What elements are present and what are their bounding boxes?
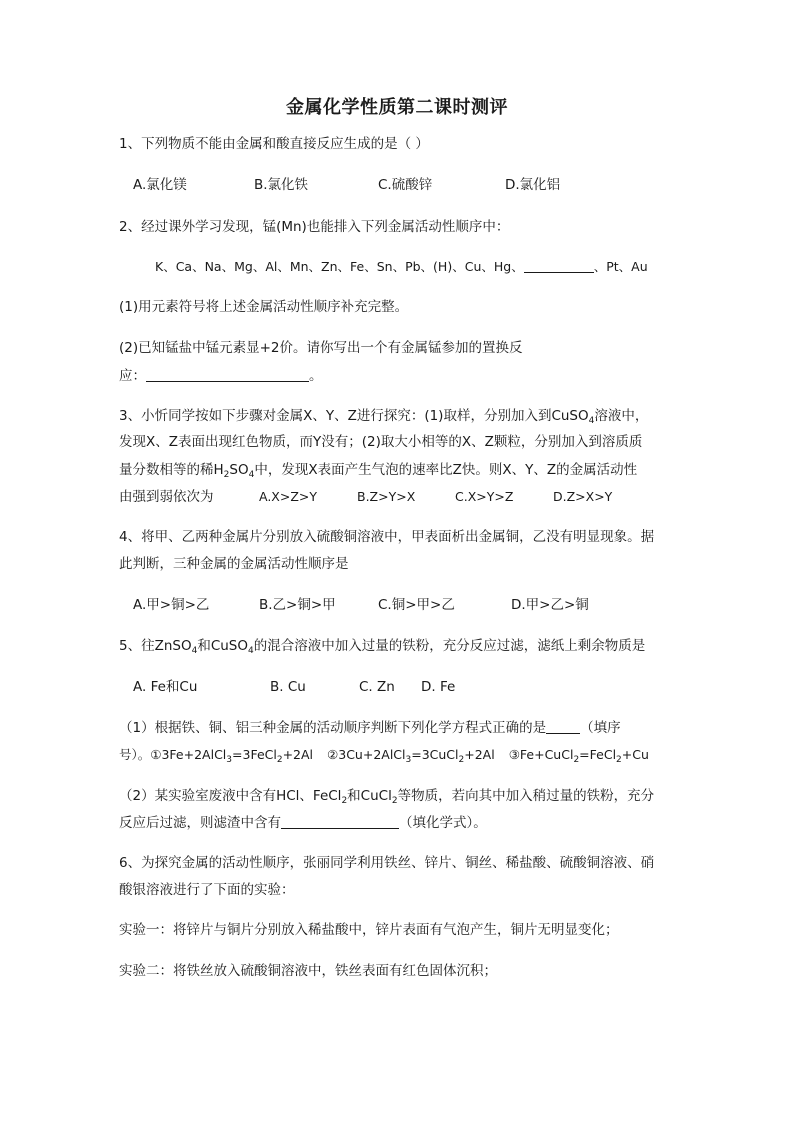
eq1-part-b: =3FeCl [232, 747, 277, 762]
q6-line1: 6、为探究金属的活动性顺序，张丽同学利用铁丝、锌片、铜丝、稀盐酸、硫酸铜溶液、硝 [119, 855, 655, 871]
part2-line1-sub1: 2 [341, 796, 348, 806]
q3-line3-end: 中，发现X表面产生气泡的速率比Z快。则X、Y、Z的金属活动性 [254, 462, 638, 478]
q2-answer-blank[interactable] [146, 367, 309, 382]
part1-equation-3 [508, 747, 649, 765]
q3-option-b: B.Z>Y>X [357, 489, 416, 504]
part1-equation-2 [327, 747, 495, 765]
q4-option-a: A.甲>铜>乙 [133, 597, 210, 613]
part1-line2-text: 号）。 [119, 747, 151, 762]
q5-option-b: B. Cu [270, 679, 306, 695]
eq1-part-c: +2Al [282, 747, 314, 762]
eq2-sub-b: 2 [458, 755, 465, 765]
q5-stem [119, 636, 645, 656]
q5-stem-sub1: 4 [191, 646, 198, 656]
eq1-part-a: ①3Fe+2AlCl [150, 747, 227, 762]
q1-option-a: A.氯化镁 [133, 177, 187, 193]
q2-part2-line1: (2)已知锰盐中锰元素显+2价。请你写出一个有金属锰参加的置换反 [119, 340, 523, 356]
eq3-part-b: =FeCl [579, 747, 617, 762]
q3-line1-sub: 4 [588, 416, 595, 426]
q1-option-d: D.氯化铝 [505, 177, 561, 193]
q2-part2-line2 [119, 366, 323, 386]
part2-line1-a: （2）某实验室废液中含有HCl、FeCl [119, 788, 342, 804]
q5-option-c: C. Zn [359, 679, 395, 695]
q1-option-c: C.硫酸锌 [378, 177, 433, 193]
part2-line1-c: 等物质，若向其中加入稍过量的铁粉，充分 [397, 788, 655, 804]
part2-answer-blank[interactable] [281, 814, 399, 829]
q5-stem-c: 的混合溶液中加入过量的铁粉，充分反应过滤，滤纸上剩余物质是 [253, 638, 646, 654]
q3-line3 [119, 460, 637, 480]
part1-line1-end: （填序 [580, 720, 621, 736]
part2-line2 [119, 813, 487, 833]
eq2-part-c: +2Al [464, 747, 495, 762]
q3-line2: 发现X、Z表面出现红色物质，而Y没有；(2)取大小相等的X、Z颗粒，分别加入到溶质质 [119, 434, 643, 450]
q4-line2: 此判断，三种金属的金属活动性顺序是 [119, 556, 349, 572]
part2-line1 [119, 786, 654, 806]
part1-answer-blank[interactable] [546, 719, 580, 734]
eq2-part-a: ②3Cu+2AlCl [327, 747, 406, 762]
q4-option-b: B.乙>铜>甲 [259, 597, 336, 613]
q5-stem-b: 和CuSO [197, 638, 249, 654]
q2-stem: 2、经过课外学习发现，锰(Mn)也能排入下列金属活动性顺序中： [119, 219, 510, 235]
q4-option-c: C.铜>甲>乙 [378, 597, 455, 613]
eq3-part-a: ③Fe+CuCl [508, 747, 574, 762]
q1-stem: 1、下列物质不能由金属和酸直接反应生成的是（ ） [119, 136, 429, 152]
q2-sequence [155, 257, 648, 277]
eq2-part-b: =3CuCl [411, 747, 459, 762]
q3-line3-sub2: 4 [248, 470, 255, 480]
q3-line1-text: 3、小忻同学按如下步骤对金属X、Y、Z进行探究：(1)取样，分别加入到CuSO [119, 408, 589, 424]
eq3-sub-a: 2 [573, 755, 580, 765]
q6-line2: 酸银溶液进行了下面的实验： [119, 882, 295, 898]
q5-stem-a: 5、往ZnSO [119, 638, 192, 654]
q4-line1: 4、将甲、乙两种金属片分别放入硫酸铜溶液中，甲表面析出金属铜，乙没有明显现象。据 [119, 529, 655, 545]
q5-option-a: A. Fe和Cu [133, 679, 198, 695]
q1-option-b: B.氯化铁 [254, 177, 309, 193]
q5-stem-sub2: 4 [248, 646, 254, 656]
q3-line1 [119, 406, 648, 426]
q2-sequence-text: K、Ca、Na、Mg、Al、Mn、Zn、Fe、Sn、Pb、(H)、Cu、Hg、 [155, 259, 524, 274]
eq3-part-c: +Cu [621, 747, 649, 762]
q3-line1-end: 溶液中， [594, 408, 649, 424]
q3-option-a: A.X>Z>Y [259, 489, 318, 504]
q2-part1: (1)用元素符号将上述金属活动性顺序补充完整。 [119, 299, 409, 315]
q3-option-d: D.Z>X>Y [553, 489, 613, 504]
q6-experiment-1: 实验一：将锌片与铜片分别放入稀盐酸中，锌片表面有气泡产生，铜片无明显变化； [119, 922, 619, 938]
part1-line1-text: （1）根据铁、铜、铝三种金属的活动顺序判断下列化学方程式正确的是 [119, 720, 547, 736]
q3-option-c: C.X>Y>Z [455, 489, 514, 504]
q3-line4: 由强到弱依次为 [119, 489, 214, 505]
eq1-sub-b: 2 [276, 755, 283, 765]
part1-line1 [119, 718, 621, 738]
part1-equation-1 [150, 747, 314, 765]
eq1-sub-a: 3 [226, 755, 233, 765]
q3-line3-text: 量分数相等的稀H [119, 462, 224, 478]
part1-line2 [119, 745, 649, 765]
page-title: 金属化学性质第二课时测评 [286, 97, 508, 118]
q2-sequence-blank[interactable] [524, 258, 594, 273]
eq3-sub-b: 2 [616, 755, 622, 765]
q3-line3-so: SO [229, 462, 249, 478]
part2-line2-end: （填化学式）。 [399, 815, 487, 831]
q2-sequence-end: 、Pt、Au [593, 259, 648, 274]
q2-part2-suffix: 。 [309, 368, 323, 384]
q3-line3-sub1: 2 [223, 470, 230, 480]
eq2-sub-a: 3 [405, 755, 412, 765]
q2-part2-prefix: 应： [119, 368, 146, 384]
q5-option-d: D. Fe [421, 679, 456, 695]
q6-experiment-2: 实验二：将铁丝放入硫酸铜溶液中，铁丝表面有红色固体沉积； [119, 963, 497, 979]
part2-line2-text: 反应后过滤，则滤渣中含有 [119, 815, 281, 831]
part2-line1-sub2: 2 [391, 796, 398, 806]
part2-line1-b: 和CuCl [347, 788, 392, 804]
q4-option-d: D.甲>乙>铜 [511, 597, 589, 613]
